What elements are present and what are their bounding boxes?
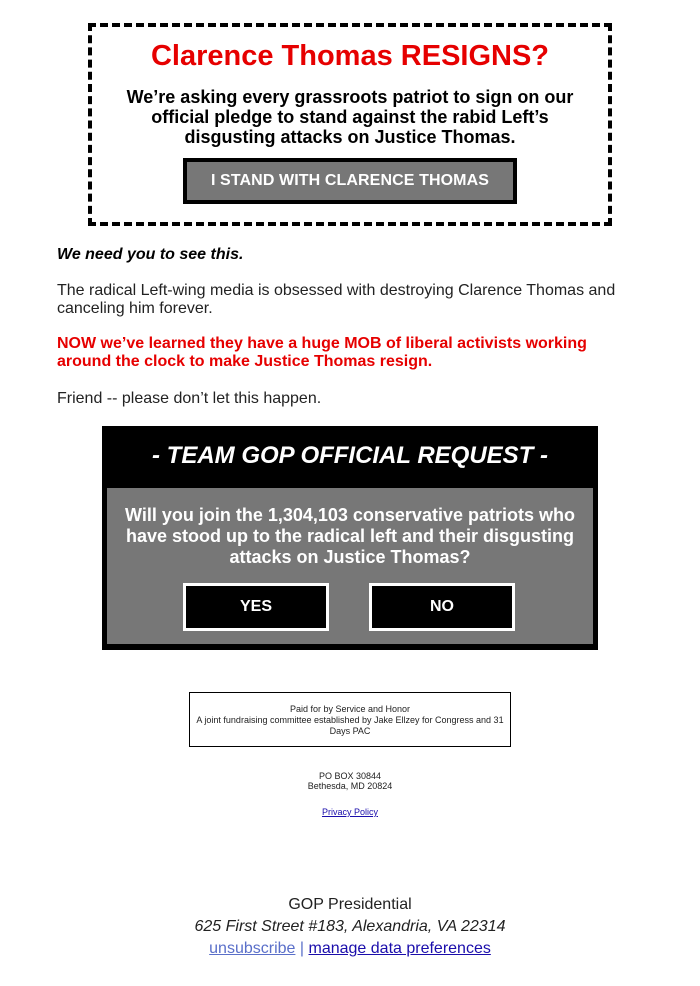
- stand-with-thomas-button[interactable]: I STAND WITH CLARENCE THOMAS: [183, 158, 517, 204]
- footer-address: 625 First Street #183, Alexandria, VA 22314: [194, 918, 506, 935]
- request-heading: - TEAM GOP OFFICIAL REQUEST -: [152, 442, 548, 469]
- mailing-line-2: Bethesda, MD 20824: [307, 781, 393, 791]
- privacy-policy-link[interactable]: Privacy Policy: [321, 807, 378, 817]
- mailing-line-1: PO BOX 30844: [318, 771, 382, 781]
- manage-preferences-link[interactable]: manage data preferences: [308, 940, 491, 957]
- yes-button[interactable]: YES: [183, 583, 329, 631]
- body-paragraph-3: Friend -- please don’t let this happen.: [57, 390, 322, 407]
- paid-for-disclaimer: [189, 692, 511, 747]
- hero-box: [88, 23, 612, 226]
- request-question: Will you join the 1,304,103 conservative patriots who have stood up to the radical left and their disgusting attacks on Justice Thomas?: [125, 505, 575, 567]
- mailing-address: [0, 771, 700, 791]
- request-panel: [107, 488, 593, 644]
- unsubscribe-link[interactable]: unsubscribe: [209, 940, 296, 957]
- disclaimer-line-1: Paid for by Service and Honor: [289, 704, 411, 714]
- footer-org: GOP Presidential: [288, 896, 412, 913]
- privacy-row: [0, 807, 700, 817]
- disclaimer-line-2: A joint fundraising committee established by Jake Ellzey for Congress and 31 Days PAC: [196, 715, 504, 736]
- body-paragraph-1: The radical Left-wing media is obsessed with destroying Clarence Thomas and canceling him forever.: [57, 282, 616, 317]
- footer-separator: |: [299, 940, 305, 957]
- lead-text: We need you to see this.: [57, 246, 244, 263]
- no-button[interactable]: NO: [369, 583, 515, 631]
- hero-text: We’re asking every grassroots patriot to sign on our official pledge to stand against the rabid Left’s disgusting attacks on Justice Thomas.: [126, 87, 574, 147]
- official-request-box: [102, 426, 598, 650]
- footer: [0, 894, 700, 960]
- footer-links: [0, 938, 700, 960]
- hero-title: Clarence Thomas RESIGNS?: [150, 40, 550, 72]
- body-paragraph-2: NOW we’ve learned they have a huge MOB of liberal activists working around the clock to make Justice Thomas resign.: [57, 335, 587, 370]
